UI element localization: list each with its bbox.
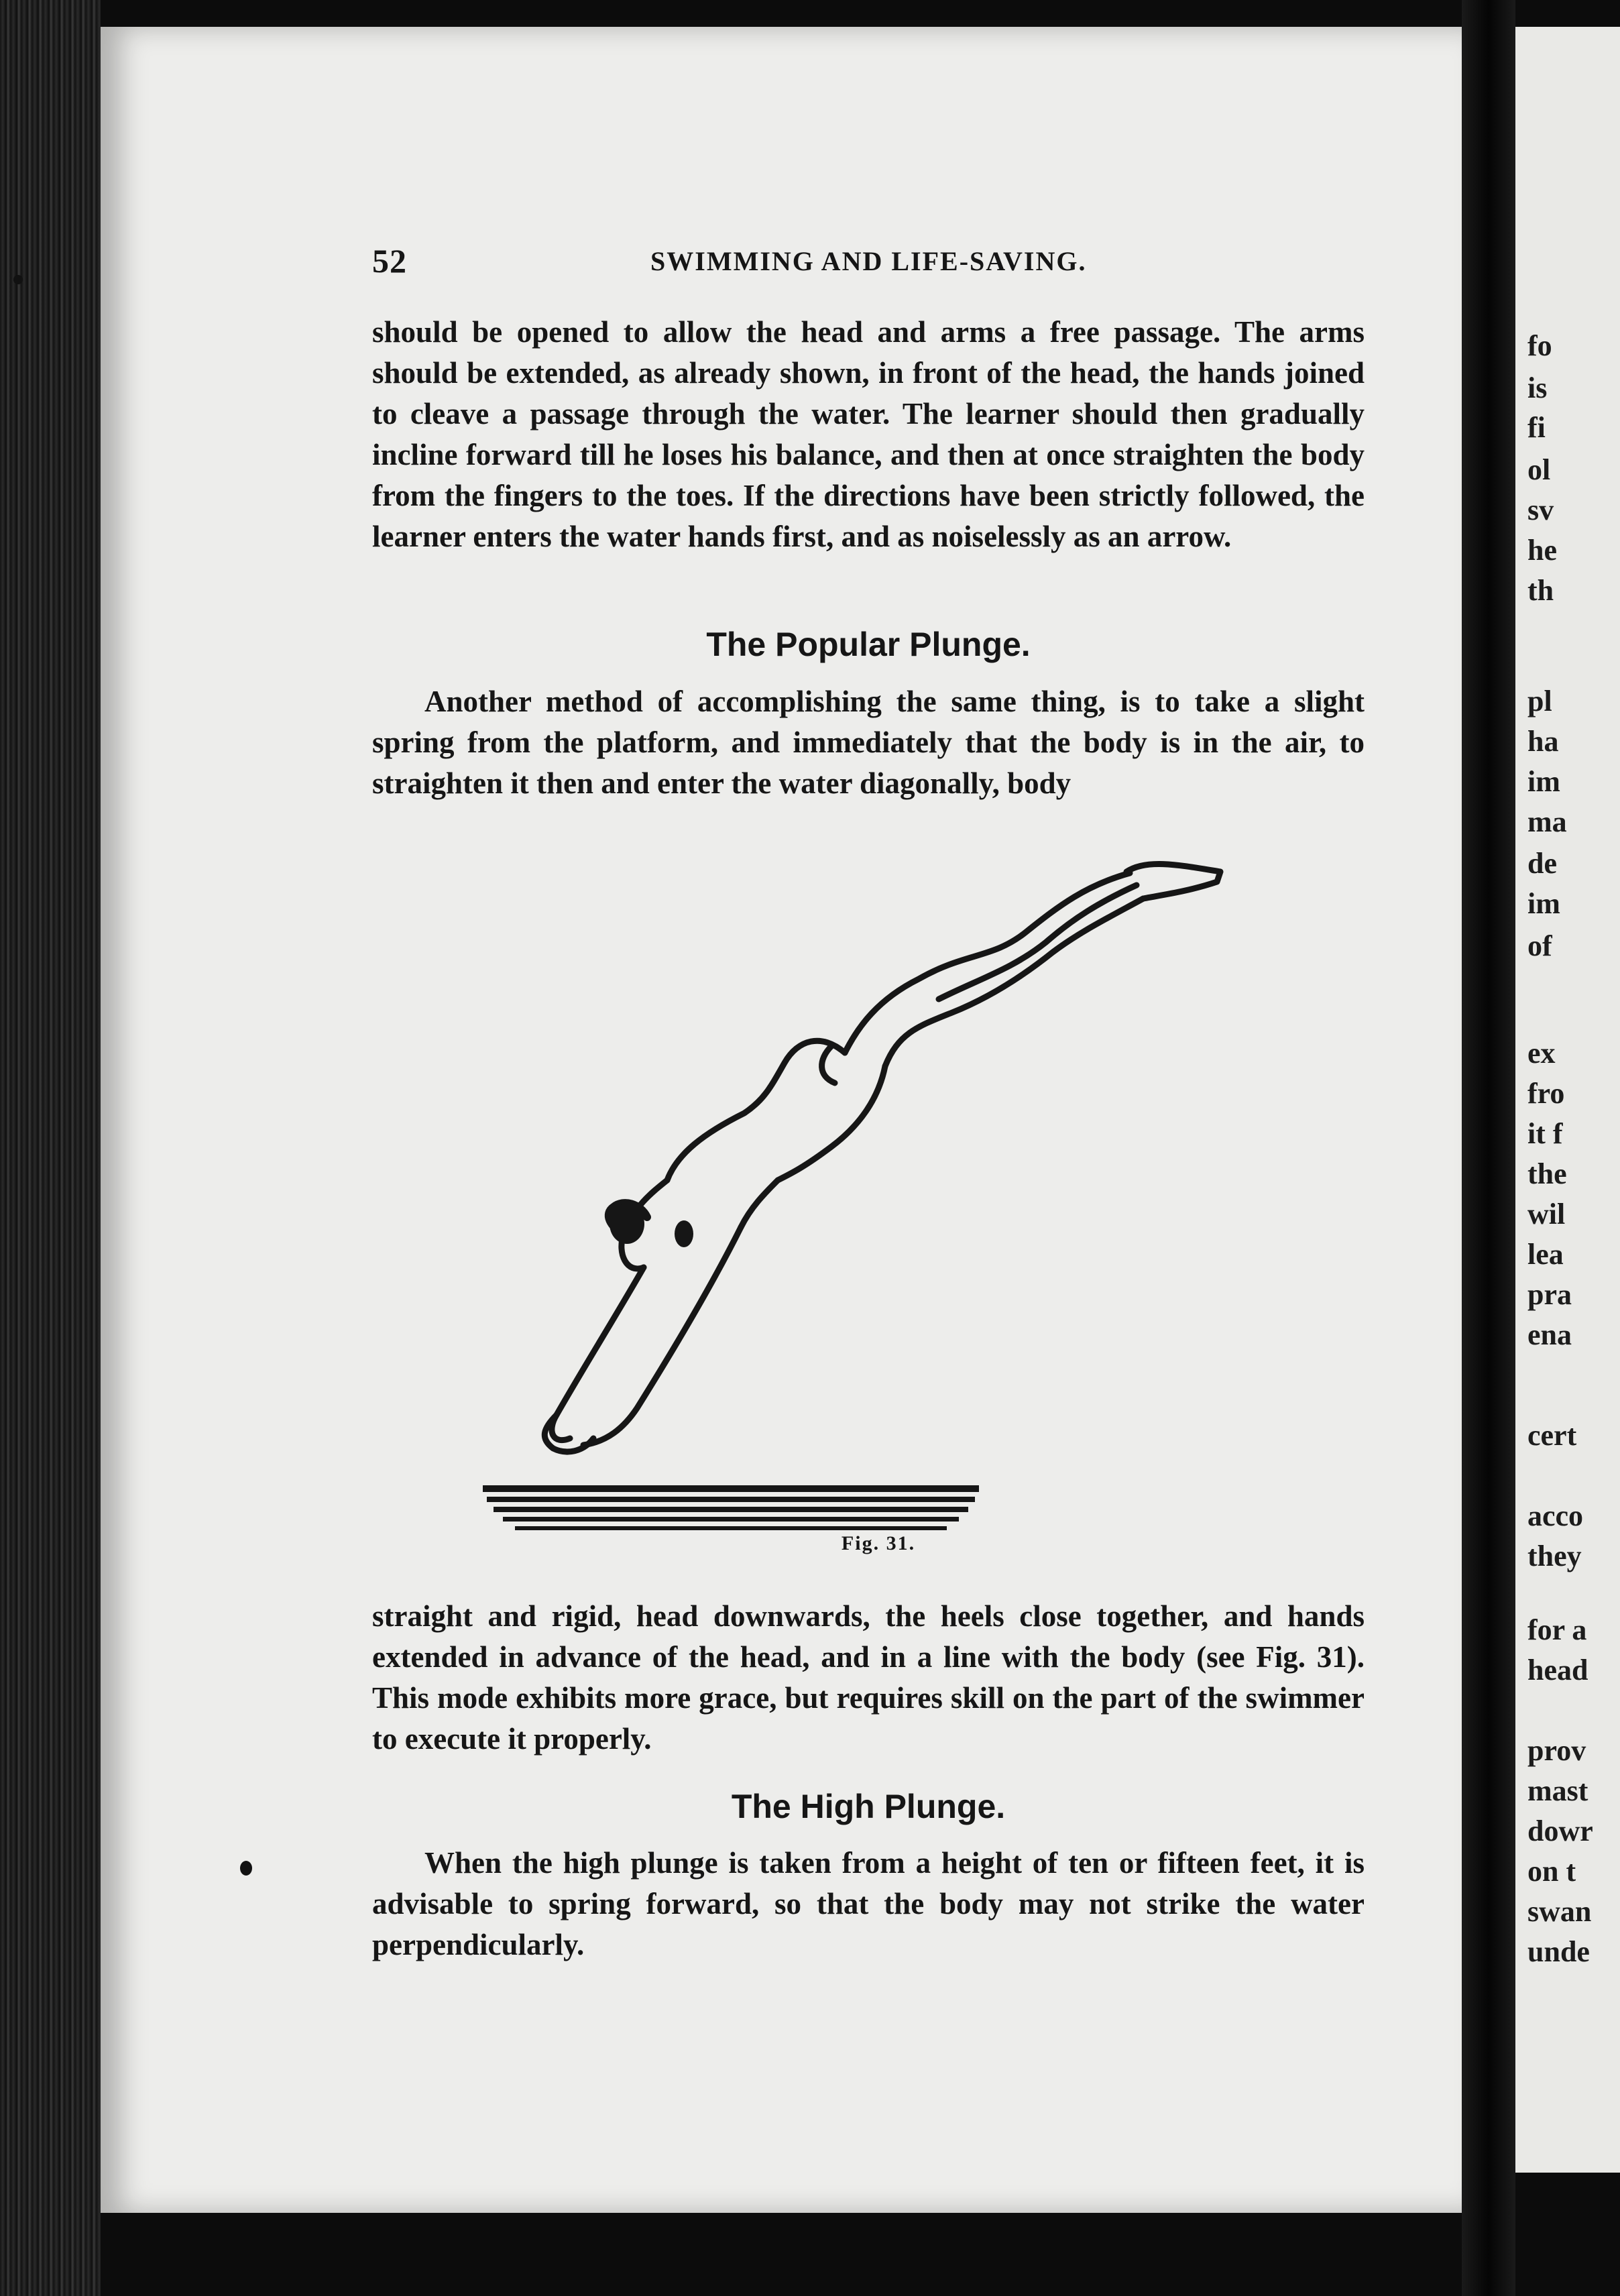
ink-speck [240,1861,252,1876]
facing-page-fragment: head [1527,1654,1588,1686]
paragraph-high-plunge: When the high plunge is taken from a height of ten or fifteen feet, it is advisable to spring forward, so that the body may not strike the water perpendicularly. [372,1846,1365,1961]
facing-page-fragment: dowr [1527,1815,1593,1847]
facing-page-fragment: im [1527,765,1560,798]
facing-page-fragment: wil [1527,1198,1566,1230]
paragraph-popular-plunge-b: straight and rigid, head downwards, the heels close together, and hands extended in advance of the head, and in a line with the body (see Fig. 31). This mode exhibits more grace, but requires skill on the part of the swimmer to execute it properly. [372,1599,1365,1756]
facing-page-fragment: sv [1527,494,1554,526]
page-number: 52 [372,242,407,280]
facing-page-fragment: they [1527,1540,1582,1572]
figure-caption: Fig. 31. [841,1532,916,1554]
facing-page [1515,27,1620,2173]
facing-page-fragment: th [1527,574,1554,607]
facing-page-fragment: fi [1527,411,1546,444]
heading-high-plunge: The High Plunge. [731,1788,1006,1825]
facing-page-fragment: fro [1527,1077,1565,1110]
facing-page-fragment: pl [1527,685,1552,718]
facing-page-fragment: ena [1527,1318,1572,1351]
facing-page-fragment: acco [1527,1499,1584,1532]
facing-page-fragment: the [1527,1157,1567,1190]
facing-page-fragment: is [1527,371,1548,404]
facing-page-fragment: ma [1527,805,1567,838]
facing-page-fragment: swan [1527,1895,1592,1928]
ink-speck [13,275,23,284]
diver-plunge-icon [483,831,1234,1542]
heading-popular-plunge: The Popular Plunge. [706,626,1031,663]
facing-page-fragment: lea [1527,1238,1564,1271]
facing-page-fragment: fo [1527,329,1552,362]
facing-page-fragment: of [1527,929,1552,962]
book-spine-gutter [1462,0,1515,2296]
facing-page-fragment: it f [1527,1117,1563,1150]
paragraph-opening: should be opened to allow the head and arms a free passage. The arms should be extended, as already shown, in front of the head, the hands joined to cleave a passage through the water. The learner should then gradually incline forward till he loses his balance, and then at once straighten the body from the fingers to the toes. If the directions have been strictly followed, the learner enters the water hands first, and as noiselessly as an arrow. [372,315,1365,553]
paragraph-popular-plunge-a: Another method of accomplishing the same thing, is to take a slight spring from the platform, and immediately that the body is in the air, to straighten it then and enter the water diagonally, body [372,685,1365,800]
facing-page-fragment: de [1527,847,1557,880]
facing-page-fragment: ex [1527,1037,1556,1070]
diver-illustration [483,831,1234,1542]
facing-page-fragment: he [1527,534,1557,567]
page-edge-stack [0,0,101,2296]
facing-page-fragment: pra [1527,1278,1572,1311]
facing-page-fragment: cert [1527,1419,1577,1452]
facing-page-fragment: ha [1527,725,1559,758]
facing-page-fragment: ol [1527,453,1551,486]
facing-page-fragment: for a [1527,1613,1587,1646]
running-title: SWIMMING AND LIFE-SAVING. [650,246,1087,276]
facing-page-fragment: unde [1527,1935,1590,1968]
facing-page-fragment: prov [1527,1734,1586,1767]
facing-page-fragment: im [1527,887,1560,920]
facing-page-fragment: on t [1527,1855,1576,1888]
facing-page-fragment: mast [1527,1774,1588,1807]
